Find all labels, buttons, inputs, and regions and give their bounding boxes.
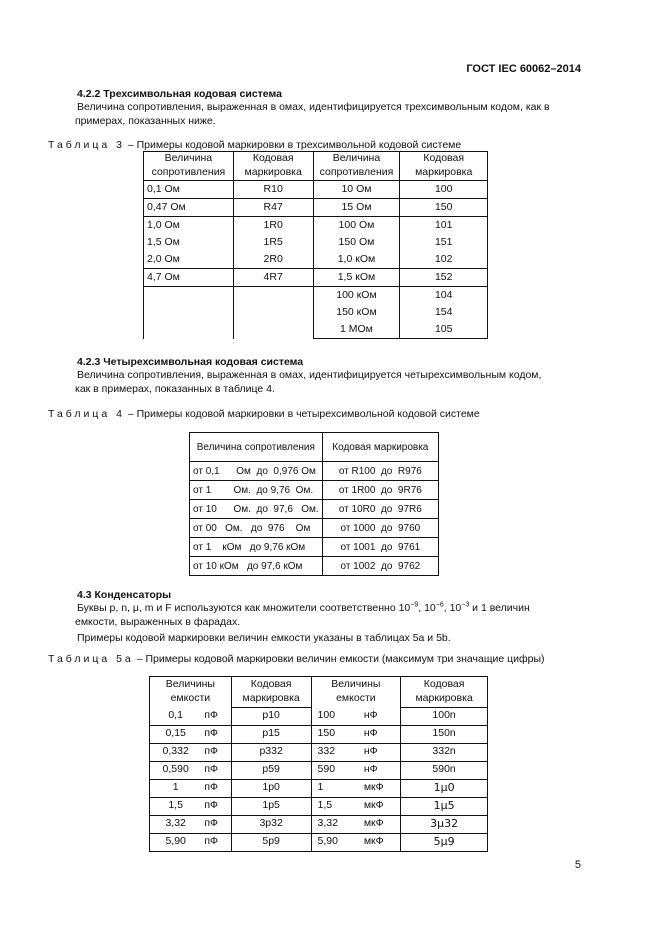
value-cell: 0,15 [150, 725, 202, 743]
code-cell: 3p32 [231, 815, 311, 833]
caption-text: – Примеры кодовой маркировки в трехсимвольной кодовой системе [124, 139, 462, 151]
code-cell: 5μ9 [401, 833, 488, 851]
code-cell: 151 [400, 234, 488, 251]
table-row [190, 538, 439, 557]
value-cell: 4,7 Ом [144, 269, 234, 287]
value-cell: 1 [150, 779, 202, 797]
text-line: как в примерах, показанных в таблице 4. [75, 382, 275, 395]
table-row [144, 251, 488, 269]
code-cell: от 1000 до 9760 [322, 519, 438, 538]
header-cell: Кодовая маркировка [400, 152, 488, 181]
code-cell: 3μ32 [401, 815, 488, 833]
table-header-row [144, 152, 488, 181]
header-cell: Кодовая маркировка [231, 677, 311, 708]
code-cell: 104 [400, 287, 488, 305]
value-cell: 100 Ом [313, 217, 400, 235]
code-cell: R47 [233, 199, 313, 217]
code-cell: 332n [401, 743, 488, 761]
table-row [190, 519, 439, 538]
value-cell: 150 кОм [313, 304, 400, 321]
section-text-4-3 [77, 602, 597, 646]
code-cell: p10 [231, 707, 311, 725]
code-cell: 1p0 [231, 779, 311, 797]
code-cell: 1R0 [233, 217, 313, 235]
table-row [144, 217, 488, 235]
table-row [190, 481, 439, 500]
text-line: примерах, показанных ниже. [75, 114, 216, 127]
text-fragment: Буквы p, n, μ, m и F используются как множители соответственно 10 [77, 602, 411, 614]
unit-cell: нФ [361, 707, 401, 725]
value-cell: от 00 Ом. до 976 Ом [190, 519, 323, 538]
table-5a-caption [48, 653, 545, 667]
text-line: Величина сопротивления, выраженная в омах, идентифицируется четырехсимвольным кодом, [77, 369, 542, 381]
table-row [150, 761, 488, 779]
section-text-4-2-2 [77, 101, 597, 128]
code-cell: 2R0 [233, 251, 313, 269]
code-cell: 1μ5 [401, 797, 488, 815]
value-cell: 1,5 [150, 797, 202, 815]
value-cell: 3,32 [311, 815, 361, 833]
code-cell: 5p9 [231, 833, 311, 851]
code-cell: 100n [401, 707, 488, 725]
unit-cell: пФ [201, 797, 231, 815]
table-header-row [150, 677, 488, 708]
caption-label: Таблица 3 [48, 139, 125, 151]
value-cell: 0,1 [150, 707, 202, 725]
text-line: Величина сопротивления, выраженная в омах, идентифицируется трехсимвольным кодом, как в [77, 101, 550, 113]
value-cell: 1,0 Ом [144, 217, 234, 235]
section-text-4-2-3 [77, 369, 587, 396]
code-cell: 1μ0 [401, 779, 488, 797]
section-title-4-3: 4.3 Конденсаторы [77, 589, 172, 601]
table-header-row [190, 433, 439, 462]
header-cell: Кодовая маркировка [233, 152, 313, 181]
code-cell: 152 [400, 269, 488, 287]
text-fragment: , 10 [443, 602, 462, 614]
value-cell: 5,90 [311, 833, 361, 851]
value-cell: 1,5 [311, 797, 361, 815]
code-cell: 154 [400, 304, 488, 321]
code-cell: 100 [400, 181, 488, 199]
code-cell: p332 [231, 743, 311, 761]
value-cell: 100 кОм [313, 287, 400, 305]
value-cell: 332 [311, 743, 361, 761]
value-cell: 15 Ом [313, 199, 400, 217]
section-title-4-2-2: 4.2.2 Трехсимвольная кодовая система [77, 88, 282, 100]
code-cell: p59 [231, 761, 311, 779]
document-header: ГОСТ IEC 60062–2014 [466, 63, 581, 75]
value-cell: от 1 кОм до 9,76 кОм [190, 538, 323, 557]
value-cell: 3,32 [150, 815, 202, 833]
exponent: −3 [461, 601, 470, 609]
code-cell: от 1002 до 9762 [322, 557, 438, 576]
header-cell: Величина сопротивления [190, 433, 323, 462]
value-cell: 1 [311, 779, 361, 797]
table-row [150, 725, 488, 743]
table-row [150, 815, 488, 833]
unit-cell: пФ [201, 833, 231, 851]
header-cell: Величины емкости [150, 677, 232, 708]
empty-cell [144, 287, 234, 339]
exponent: −9 [410, 601, 419, 609]
code-cell: 102 [400, 251, 488, 269]
caption-text: – Примеры кодовой маркировки в четырехсимвольной кодовой системе [124, 408, 480, 420]
header-cell: Величина сопротивления [144, 152, 234, 181]
header-cell: Кодовая маркировка [401, 677, 488, 708]
caption-label: Таблица 4 [48, 408, 125, 420]
code-cell: 590n [401, 761, 488, 779]
table-4-caption [48, 408, 480, 422]
value-cell: 5,90 [150, 833, 202, 851]
table-row [150, 797, 488, 815]
value-cell: от 10 кОм до 97,6 кОм [190, 557, 323, 576]
code-cell: p15 [231, 725, 311, 743]
value-cell: 0,1 Ом [144, 181, 234, 199]
unit-cell: пФ [201, 815, 231, 833]
value-cell: 150 Ом [313, 234, 400, 251]
value-cell: от 0,1 Ом до 0,976 Ом [190, 462, 323, 481]
value-cell: от 1 Ом. до 9,76 Ом. [190, 481, 323, 500]
exponent: −6 [435, 601, 444, 609]
table-row [150, 707, 488, 725]
code-cell: 4R7 [233, 269, 313, 287]
table-4 [189, 432, 439, 576]
empty-cell [233, 287, 313, 339]
value-cell: 10 Ом [313, 181, 400, 199]
value-cell: 100 [311, 707, 361, 725]
caption-text: – Примеры кодовой маркировки величин емкости (максимум три значащие цифры) [133, 653, 545, 665]
table-row [144, 269, 488, 287]
unit-cell: мкФ [361, 797, 401, 815]
value-cell: 1,5 Ом [144, 234, 234, 251]
table-row [190, 462, 439, 481]
unit-cell: пФ [201, 779, 231, 797]
code-cell: 150 [400, 199, 488, 217]
unit-cell: пФ [201, 743, 231, 761]
text-fragment: , 10 [418, 602, 436, 614]
text-line [77, 602, 597, 616]
header-cell: Величины емкости [311, 677, 401, 708]
page-number: 5 [574, 859, 581, 871]
table-row [144, 199, 488, 217]
value-cell: 0,332 [150, 743, 202, 761]
table-row [144, 181, 488, 199]
table-row [190, 557, 439, 576]
value-cell: от 10 Ом. до 97,6 Ом. [190, 500, 323, 519]
table-row [190, 500, 439, 519]
unit-cell: пФ [201, 725, 231, 743]
caption-label: Таблица 5a [48, 653, 134, 665]
header-cell: Величина сопротивления [313, 152, 400, 181]
code-cell: от 1001 до 9761 [322, 538, 438, 557]
table-row [144, 234, 488, 251]
value-cell: 150 [311, 725, 361, 743]
text-line: Примеры кодовой маркировки величин емкости указаны в таблицах 5a и 5b. [77, 632, 451, 645]
unit-cell: пФ [201, 761, 231, 779]
table-3 [143, 151, 488, 339]
unit-cell: нФ [361, 725, 401, 743]
code-cell: 105 [400, 321, 488, 339]
text-fragment: и 1 величин [469, 602, 530, 614]
value-cell: 590 [311, 761, 361, 779]
unit-cell: мкФ [361, 779, 401, 797]
value-cell: 0,47 Ом [144, 199, 234, 217]
table-row [150, 779, 488, 797]
code-cell: от 1R00 до 9R76 [322, 481, 438, 500]
code-cell: 101 [400, 217, 488, 235]
unit-cell: пФ [201, 707, 231, 725]
unit-cell: мкФ [361, 815, 401, 833]
unit-cell: мкФ [361, 833, 401, 851]
section-title-4-2-3: 4.2.3 Четырехсимвольная кодовая система [77, 356, 304, 368]
value-cell: 1,0 кОм [313, 251, 400, 269]
code-cell: от R100 до R976 [322, 462, 438, 481]
value-cell: 0,590 [150, 761, 202, 779]
text-line: емкости, выраженных в фарадах. [75, 615, 241, 628]
code-cell: от 10R0 до 97R6 [322, 500, 438, 519]
unit-cell: нФ [361, 743, 401, 761]
table-row [144, 287, 488, 305]
code-cell: 150n [401, 725, 488, 743]
value-cell: 1,5 кОм [313, 269, 400, 287]
value-cell: 1 МОм [313, 321, 400, 339]
header-cell: Кодовая маркировка [322, 433, 438, 462]
table-row [150, 833, 488, 851]
table-row [150, 743, 488, 761]
code-cell: R10 [233, 181, 313, 199]
unit-cell: нФ [361, 761, 401, 779]
table-5a [149, 676, 488, 852]
value-cell: 2,0 Ом [144, 251, 234, 269]
code-cell: 1R5 [233, 234, 313, 251]
code-cell: 1p5 [231, 797, 311, 815]
